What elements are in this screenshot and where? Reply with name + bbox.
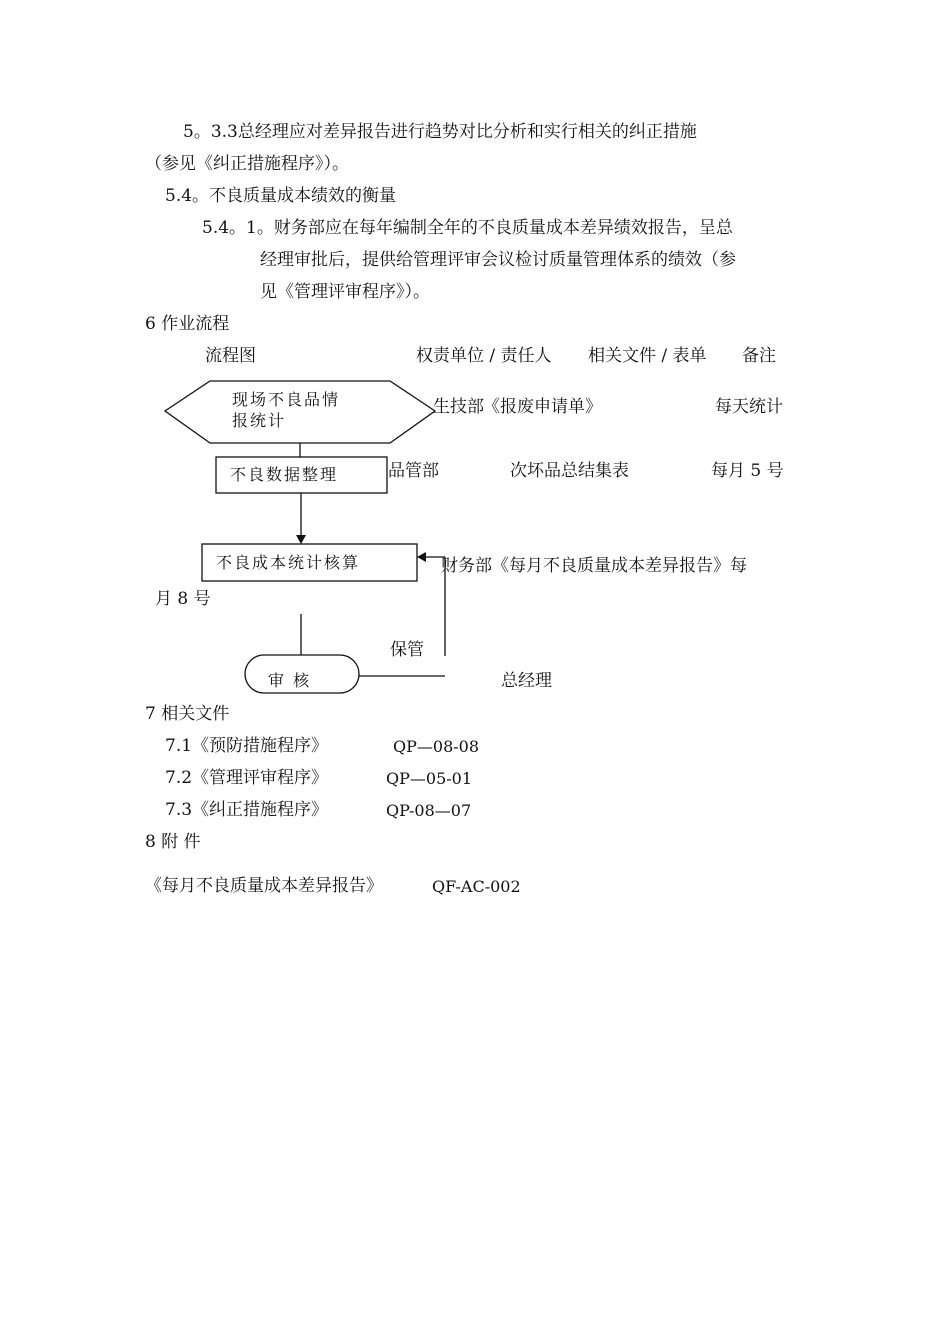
row1-unit: 生技部	[433, 397, 484, 417]
feedback-store-label: 保管	[390, 640, 424, 660]
para-5-3-3-line2: （参见《纠正措施程序》）。	[145, 154, 349, 174]
attachment-name: 《每月不良质量成本差异报告》	[145, 876, 383, 896]
heading-8: 8 附 件	[145, 832, 201, 852]
related-doc-1-name: 7.1《预防措施程序》	[165, 736, 329, 756]
flow-node2-label: 不良数据整理	[230, 465, 339, 484]
para-5-4-1-line1: 5.4。1。财务部应在每年编制全年的不良质量成本差异绩效报告，呈总	[202, 218, 733, 238]
para-5-3-3-line1: 5。3.3总经理应对差异报告进行趋势对比分析和实行相关的纠正措施	[183, 122, 697, 142]
heading-5-4: 5.4。不良质量成本绩效的衡量	[165, 186, 397, 206]
col-header-responsibility: 权责单位 / 责任人	[416, 346, 552, 366]
related-doc-3-name: 7.3《纠正措施程序》	[165, 800, 329, 820]
related-doc-3-code: QP-08—07	[386, 801, 472, 820]
row2-remark: 每月 5 号	[711, 461, 784, 481]
flow-node3-label: 不良成本统计核算	[216, 553, 361, 572]
heading-7: 7 相关文件	[145, 704, 230, 724]
row2-document: 次坏品总结集表	[510, 461, 629, 481]
flow-node4-label: 审 核	[268, 671, 312, 690]
flow-node1-label-line2: 报统计	[232, 411, 287, 430]
row3-text: 财务部《每月不良质量成本差异报告》每	[441, 556, 747, 576]
flow-arrowhead-3	[417, 552, 426, 562]
col-header-flowchart: 流程图	[205, 346, 256, 366]
col-header-remarks: 备注	[742, 346, 776, 366]
related-doc-2-code: QP—05-01	[386, 769, 473, 788]
flow-node1-label-line1: 现场不良品情	[232, 390, 341, 409]
row4-unit: 总经理	[501, 671, 552, 691]
row1-remark: 每天统计	[715, 397, 783, 417]
heading-6: 6 作业流程	[145, 314, 230, 334]
row2-unit: 品管部	[388, 461, 439, 481]
related-doc-1-code: QP—08-08	[393, 737, 480, 756]
attachment-code: QF-AC-002	[432, 877, 521, 896]
col-header-documents: 相关文件 / 表单	[588, 346, 707, 366]
flow-arrowhead-1	[296, 535, 306, 544]
row3-text-wrap: 月 8 号	[155, 589, 211, 609]
para-5-4-1-line2: 经理审批后，提供给管理评审会议检讨质量管理体系的绩效（参	[260, 250, 736, 270]
row1-document: 《报废申请单》	[483, 397, 602, 417]
para-5-4-1-line3: 见《管理评审程序》）。	[260, 282, 430, 302]
related-doc-2-name: 7.2《管理评审程序》	[165, 768, 329, 788]
